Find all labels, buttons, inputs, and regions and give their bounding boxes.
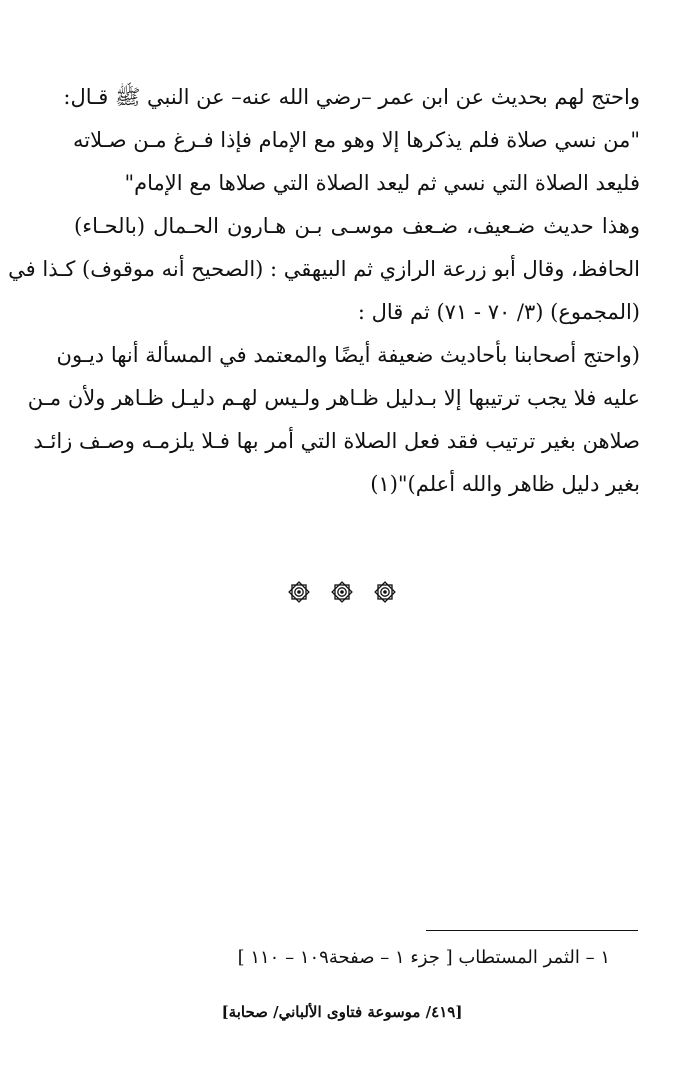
ornamental-star-icon [373, 580, 397, 604]
text-line: (واحتج أصحابنا بأحاديث ضعيفة أيضًا والمعتمد في المسألة أنها ديـون [56, 343, 640, 367]
paragraph-hadith [63, 76, 640, 205]
section-divider-ornaments [0, 580, 684, 604]
text-line: الحافظ، وقال أبو زرعة الرازي ثم البيهقي : (الصحيح أنه موقوف) كـذا في [8, 257, 640, 281]
text-line: واحتج لهم بحديث عن ابن عمر –رضي الله عنه– عن النبي ﷺ قـال: [63, 85, 640, 109]
footnote-divider [426, 930, 638, 931]
text-line: بغير دليل ظاهر والله أعلم)"(١) [370, 472, 640, 496]
text-line: صلاهن بغير ترتيب فقد فعل الصلاة التي أمر بها فـلا يلزمـه وصـف زائـد [33, 429, 640, 453]
footnote: ١ – الثمر المستطاب [ جزء ١ – صفحة١٠٩ – ١١٠ ] [237, 947, 610, 968]
text-line: عليه فلا يجب ترتيبها إلا بـدليل ظـاهر ولـيس لهـم دليـل ظـاهر ولأن مـن [27, 386, 640, 410]
text-line: وهذا حديث ضـعيف، ضـعف موسـى بـن هـارون الحـمال (بالحـاء) [74, 214, 640, 238]
paragraph-quote [27, 334, 640, 506]
ornamental-star-icon [287, 580, 311, 604]
body-text [8, 76, 640, 506]
ornamental-star-icon [330, 580, 354, 604]
text-line: "من نسي صلاة فلم يذكرها إلا وهو مع الإمام فإذا فـرغ مـن صـلاته [72, 128, 640, 152]
paragraph-weakness [8, 205, 640, 334]
page-footer: [٤١٩/ موسوعة فتاوى الألباني/ صحابة] [221, 1003, 463, 1021]
text-line: (المجموع) (٣/ ٧٠ - ٧١) ثم قال : [357, 300, 640, 324]
text-line: فليعد الصلاة التي نسي ثم ليعد الصلاة التي صلاها مع الإمام" [124, 171, 640, 195]
